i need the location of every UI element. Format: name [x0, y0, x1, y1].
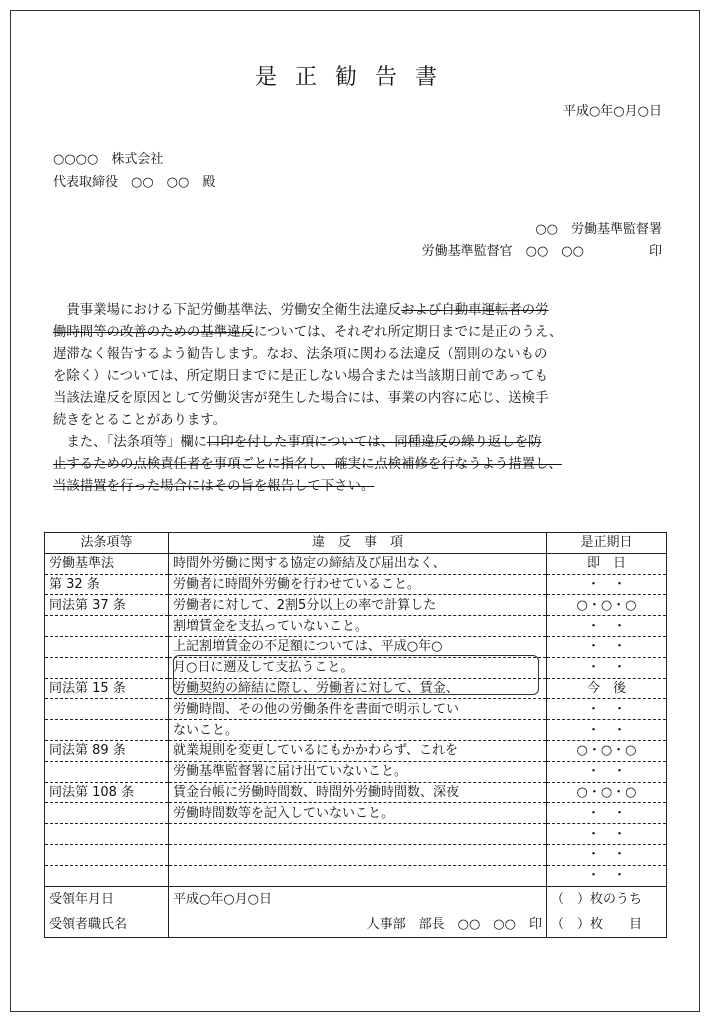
table-row: [45, 595, 667, 616]
table-row: [45, 574, 667, 595]
header-deadline: 是正期日: [547, 533, 667, 554]
table-row: [45, 740, 667, 761]
law-article-cell: 同法第 108 条: [45, 782, 169, 803]
law-article-cell: 労働基準法: [45, 553, 169, 574]
table-row: [45, 553, 667, 574]
deadline-cell: ○・○・○: [547, 595, 667, 616]
violation-cell: 労働基準監督署に届け出ていないこと。: [169, 761, 547, 782]
deadline-cell: ・ ・: [547, 803, 667, 824]
deadline-cell: ・ ・: [547, 699, 667, 720]
law-article-cell: 第 32 条: [45, 574, 169, 595]
law-article-cell: [45, 865, 169, 886]
violation-cell: [169, 844, 547, 865]
law-article-cell: 同法第 37 条: [45, 595, 169, 616]
table-row: [45, 699, 667, 720]
deadline-cell: ・ ・: [547, 720, 667, 741]
deadline-cell: ○・○・○: [547, 782, 667, 803]
law-article-cell: [45, 761, 169, 782]
table-row: [45, 824, 667, 845]
law-article-cell: [45, 616, 169, 637]
law-article-cell: [45, 657, 169, 678]
page-count: （ ）枚のうち: [547, 886, 667, 912]
table-row: [45, 865, 667, 886]
violation-cell: 就業規則を変更しているにもかかわらず、これを: [169, 740, 547, 761]
law-article-cell: 同法第 15 条: [45, 678, 169, 699]
violation-cell: 労働者に対して、2割5分以上の率で計算した: [169, 595, 547, 616]
table-row: [45, 782, 667, 803]
law-article-cell: [45, 699, 169, 720]
issue-date: 平成○年○月○日: [562, 104, 662, 119]
deadline-cell: ・ ・: [547, 574, 667, 595]
table-row: [45, 761, 667, 782]
paragraph-line: 続きをとることがあります。: [53, 413, 227, 428]
supplement-bracket: [173, 655, 539, 695]
paragraph-main: [53, 300, 663, 432]
violation-cell: 割増賃金を支払っていないこと。: [169, 616, 547, 637]
violation-cell: ないこと。: [169, 720, 547, 741]
recipient-representative: 代表取締役 ○○ ○○ 殿: [53, 175, 216, 190]
receipt-label: 受領者職氏名: [45, 912, 169, 938]
header-violation: 違 反 事 項: [169, 533, 547, 554]
deadline-cell: 今 後: [547, 678, 667, 699]
paragraph-line: 当該法違反を原因として労働災害が発生した場合には、事業の内容に応じ、送検手: [53, 391, 549, 406]
page-count: （ ）枚 目: [547, 912, 667, 938]
violation-cell: 労働者に時間外労働を行わせていること。: [169, 574, 547, 595]
violation-cell: [169, 865, 547, 886]
receipt-value: 平成○年○月○日: [169, 886, 547, 912]
deadline-cell: ・ ・: [547, 824, 667, 845]
paragraph-line: 働時間等の改善のための基準違反については、それぞれ所定期日までに是正のうえ、: [53, 325, 563, 340]
table-header-row: [45, 533, 667, 554]
law-article-cell: [45, 720, 169, 741]
receipt-value: 人事部 部長 ○○ ○○ 印: [169, 912, 547, 938]
table-row: [45, 616, 667, 637]
paragraph-line: 止するための点検責任者を事項ごとに指名し、確実に点検補修を行なうよう措置し、: [53, 457, 562, 472]
document-title: 是正勧告書: [254, 65, 455, 90]
paragraph-line: を除く）については、所定期日までに是正しない場合または当該期日前であっても: [53, 369, 549, 384]
paragraph-line: 貴事業場における下記労働基準法、労働安全衛生法違反および自動車運転者の労: [53, 303, 549, 318]
paragraph-line: 当該措置を行った場合にはその旨を報告して下さい。: [53, 479, 375, 494]
deadline-cell: ・ ・: [547, 616, 667, 637]
recipient-company: ○○○○ 株式会社: [53, 152, 164, 167]
paragraph-struck: [53, 432, 663, 498]
deadline-cell: ・ ・: [547, 865, 667, 886]
law-article-cell: [45, 844, 169, 865]
law-article-cell: [45, 824, 169, 845]
violations-table: [44, 532, 667, 938]
deadline-cell: ・ ・: [547, 636, 667, 657]
violation-cell: 上記割増賃金の不足額については、平成○年○: [169, 636, 547, 657]
deadline-cell: ・ ・: [547, 761, 667, 782]
violation-cell: 月○日に遡及して支払うこと。: [169, 657, 547, 678]
law-article-cell: [45, 636, 169, 657]
law-article-cell: [45, 803, 169, 824]
table-row: [45, 844, 667, 865]
table-row: [45, 803, 667, 824]
violation-cell: 労働契約の締結に際し、労働者に対して、賃金、: [169, 678, 547, 699]
deadline-cell: ・ ・: [547, 657, 667, 678]
violation-cell: 労働時間数等を記入していないこと。: [169, 803, 547, 824]
receipt-label: 受領年月日: [45, 886, 169, 912]
deadline-cell: ・ ・: [547, 844, 667, 865]
issuing-office: ○○ 労働基準監督署: [535, 222, 662, 237]
table-row: [45, 720, 667, 741]
violation-cell: 労働時間、その他の労働条件を書面で明示してい: [169, 699, 547, 720]
violation-cell: [169, 824, 547, 845]
deadline-cell: 即 日: [547, 553, 667, 574]
paragraph-line: 遅滞なく報告するよう勧告します。なお、法条項に関わる法違反（罰則のないもの: [53, 347, 548, 362]
inspector-signature: 労働基準監督官 ○○ ○○ 印: [421, 244, 662, 259]
header-law-article: 法条項等: [45, 533, 169, 554]
paragraph-line: また、「法条項等」欄に口印を付した事項については、同種違反の繰り返しを防: [53, 435, 542, 450]
law-article-cell: 同法第 89 条: [45, 740, 169, 761]
deadline-cell: ○・○・○: [547, 740, 667, 761]
violation-cell: 時間外労働に関する協定の締結及び届出なく、: [169, 553, 547, 574]
violation-cell: 賃金台帳に労働時間数、時間外労働時間数、深夜: [169, 782, 547, 803]
receipt-date-row: [45, 886, 667, 912]
receipt-name-row: [45, 912, 667, 938]
